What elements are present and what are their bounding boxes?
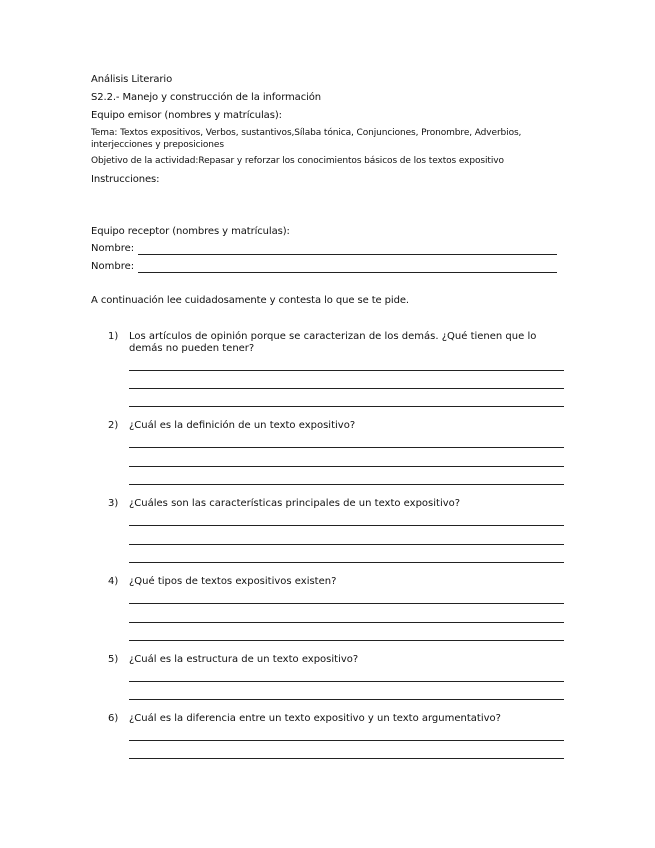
receiver-team-label: Equipo receptor (nombres y matrículas): xyxy=(91,226,290,237)
answer-line[interactable] xyxy=(129,740,564,741)
question-text: ¿Cuál es la definición de un texto expositivo? xyxy=(129,420,356,431)
issuer-team-label: Equipo emisor (nombres y matrículas): xyxy=(91,110,282,121)
answer-line[interactable] xyxy=(129,603,564,604)
question-text: ¿Qué tipos de textos expositivos existen? xyxy=(129,576,337,587)
answer-line[interactable] xyxy=(129,622,564,623)
objective-text: Objetivo de la actividad:Repasar y reforzar los conocimientos básicos de los textos expositivo xyxy=(91,156,504,166)
answer-line[interactable] xyxy=(129,544,564,545)
section-title: S2.2.- Manejo y construcción de la información xyxy=(91,92,322,103)
answer-line[interactable] xyxy=(129,562,564,563)
question-text: Los artículos de opinión porque se caracterizan de los demás. ¿Qué tienen que lo demás no pueden tener? xyxy=(129,331,537,354)
question-text: ¿Cuál es la estructura de un texto expositivo? xyxy=(129,654,359,665)
question-number: 1) xyxy=(108,331,119,342)
subject-title: Análisis Literario xyxy=(91,74,173,85)
intro-text: A continuación lee cuidadosamente y contesta lo que se te pide. xyxy=(91,295,409,306)
instructions-label: Instrucciones: xyxy=(91,174,160,185)
answer-line[interactable] xyxy=(129,484,564,485)
question-number: 4) xyxy=(108,576,119,587)
name-field-1[interactable] xyxy=(91,243,557,257)
answer-line[interactable] xyxy=(129,388,564,389)
answer-line[interactable] xyxy=(129,370,564,371)
name-label: Nombre: xyxy=(91,243,135,254)
question-text: ¿Cuáles son las características principales de un texto expositivo? xyxy=(129,498,461,509)
question-text: ¿Cuál es la diferencia entre un texto expositivo y un texto argumentativo? xyxy=(129,713,501,724)
answer-line[interactable] xyxy=(129,466,564,467)
name-label: Nombre: xyxy=(91,261,135,272)
question-number: 3) xyxy=(108,498,119,509)
answer-line[interactable] xyxy=(129,758,564,759)
question-number: 6) xyxy=(108,713,119,724)
answer-line[interactable] xyxy=(129,681,564,682)
question-number: 2) xyxy=(108,420,119,431)
answer-line[interactable] xyxy=(129,640,564,641)
name-line[interactable] xyxy=(138,272,557,273)
answer-line[interactable] xyxy=(129,447,564,448)
answer-line[interactable] xyxy=(129,525,564,526)
topic-text: Tema: Textos expositivos, Verbos, sustantivos,Sílaba tónica, Conjunciones, Pronombre, Adverbios, interjecciones y preposiciones xyxy=(91,128,522,150)
answer-line[interactable] xyxy=(129,406,564,407)
name-field-2[interactable] xyxy=(91,261,557,275)
answer-line[interactable] xyxy=(129,699,564,700)
question-number: 5) xyxy=(108,654,119,665)
name-line[interactable] xyxy=(138,254,557,255)
